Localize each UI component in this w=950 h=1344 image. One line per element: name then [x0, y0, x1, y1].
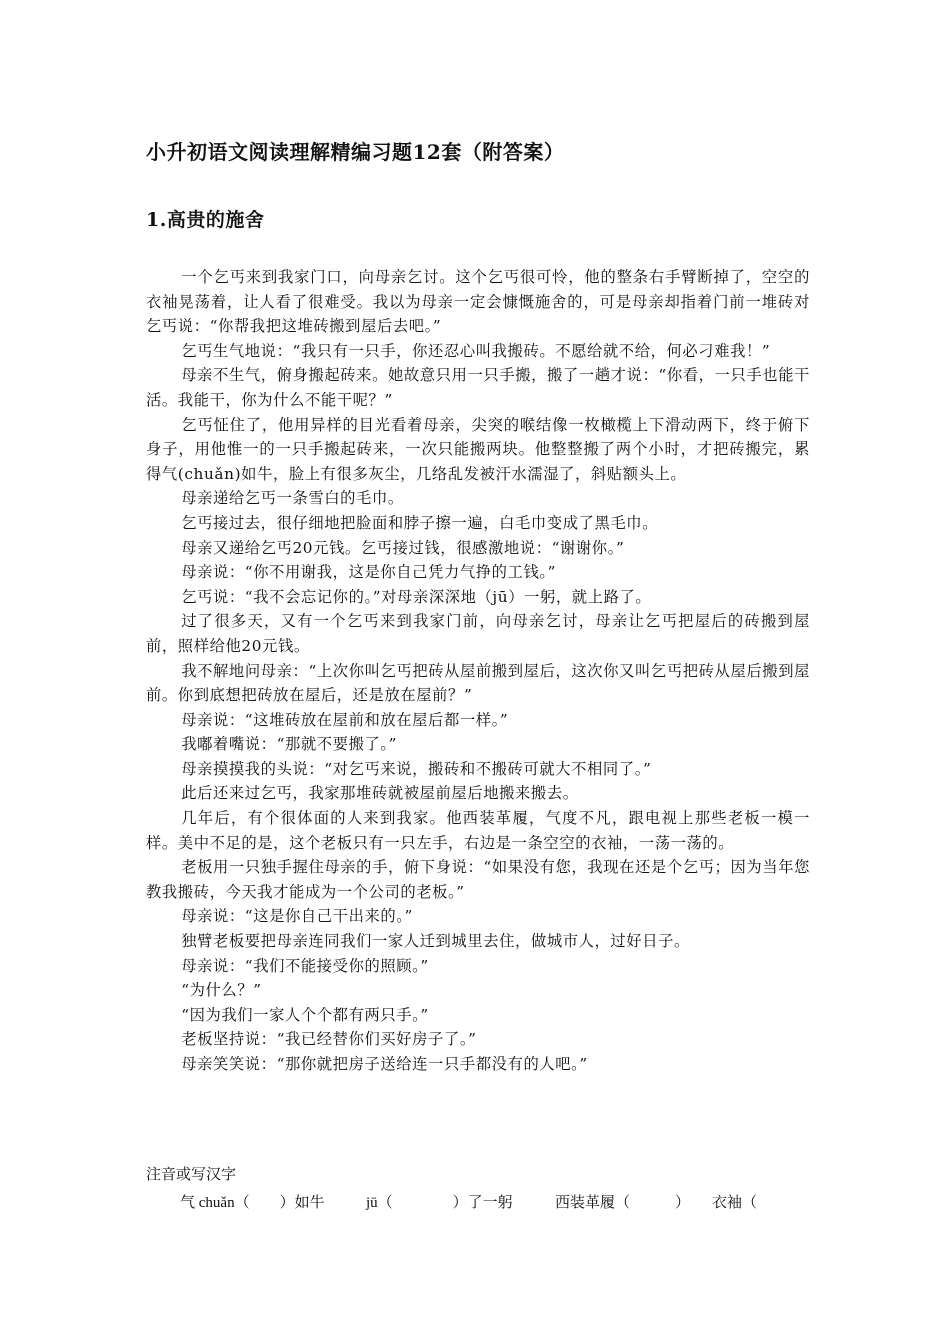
paragraph: 母亲说：“你不用谢我，这是你自己凭力气挣的工钱。” [181, 563, 557, 582]
paragraph: 母亲说：“这堆砖放在屋前和放在屋后都一样。” [181, 710, 509, 729]
paragraph: 几年后，有个很体面的人来到我家。他西装革履，气度不凡，跟电视上那些老板一模一样。美中不足的是，这个老板只有一只左手，右边是一条空空的衣袖，一荡一荡的。 [146, 809, 810, 852]
exercise-heading: 注音或写汉字 [146, 1167, 237, 1183]
exercise-items [146, 1192, 846, 1220]
paragraph: 母亲不生气，俯身搬起砖来。她故意只用一只手搬，搬了一趟才说：“你看，一只手也能干活。我能干，你为什么不能干呢？” [146, 366, 810, 409]
paragraph: 乞丐说：“我不会忘记你的。”对母亲深深地（jū）一躬，就上路了。 [181, 587, 652, 606]
paragraph: 乞丐怔住了，他用异样的目光看着母亲，尖突的喉结像一枚橄榄上下滑动两下，终于俯下身子，用他惟一的一只手搬起砖来，一次只能搬两块。他整整搬了两个小时，才把砖搬完，累得气(chuǎn)如牛，脸上有很多灰尘，几络乱发被汗水濡湿了，斜贴额头上。 [146, 415, 810, 483]
paragraph: 老板坚持说：“我已经替你们买好房子了。” [181, 1030, 477, 1049]
exercise-item: 衣袖（ [712, 1195, 758, 1211]
paragraph: 母亲又递给乞丐20元钱。乞丐接过钱，很感激地说：“谢谢你。” [181, 538, 625, 557]
paragraph: 母亲说：“我们不能接受你的照顾。” [181, 956, 429, 975]
paragraph: 我不解地问母亲：“上次你叫乞丐把砖从屋前搬到屋后，这次你又叫乞丐把砖从屋后搬到屋前。你到底想把砖放在屋后，还是放在屋前？” [146, 661, 810, 705]
exercise-item: 气 chuǎn（ ）如牛 [180, 1195, 325, 1211]
exercise-item: 西装革履（ ） [555, 1195, 691, 1211]
paragraph: 过了很多天，又有一个乞丐来到我家门前，向母亲乞讨，母亲让乞丐把屋后的砖搬到屋前，照样给他20元钱。 [146, 612, 810, 655]
paragraph: 我嘟着嘴说：“那就不要搬了。” [181, 735, 398, 754]
article-body [146, 265, 810, 1077]
paragraph: 此后还来过乞丐，我家那堆砖就被屋前屋后地搬来搬去。 [181, 784, 579, 803]
paragraph: 乞丐接过去，很仔细地把脸面和脖子擦一遍，白毛巾变成了黑毛巾。 [181, 513, 659, 532]
paragraph: “因为我们一家人个个都有两只手。” [181, 1005, 429, 1024]
paragraph: “为什么？” [181, 981, 262, 1000]
article-title: 1.高贵的施舍 [146, 209, 265, 231]
paragraph: 母亲摸摸我的头说：“对乞丐来说，搬砖和不搬砖可就大不相同了。” [181, 759, 652, 778]
exercise-section [146, 1164, 846, 1220]
paragraph: 一个乞丐来到我家门口，向母亲乞讨。这个乞丐很可怜，他的整条右手臂断掉了，空空的衣袖晃荡着，让人看了很难受。我以为母亲一定会慷慨施舍的，可是母亲却指着门前一堆砖对乞丐说：“你帮我把这堆砖搬到屋后去吧。” [146, 268, 810, 336]
paragraph: 母亲笑笑说：“那你就把房子送给连一只手都没有的人吧。” [181, 1055, 588, 1073]
paragraph: 母亲说：“这是你自己干出来的。” [181, 907, 413, 926]
page-title: 小升初语文阅读理解精编习题12套（附答案） [146, 140, 565, 164]
exercise-item: jū（ ）了一躬 [366, 1195, 513, 1211]
paragraph: 独臂老板要把母亲连同我们一家人迁到城里去住，做城市人，过好日子。 [181, 932, 690, 951]
paragraph: 母亲递给乞丐一条雪白的毛巾。 [181, 489, 404, 508]
paragraph: 乞丐生气地说：“我只有一只手，你还忍心叫我搬砖。不愿给就不给，何必刁难我！” [181, 341, 771, 360]
paragraph: 老板用一只独手握住母亲的手，俯下身说：“如果没有您，我现在还是个乞丐；因为当年您教我搬砖，今天我才能成为一个公司的老板。” [146, 858, 810, 901]
